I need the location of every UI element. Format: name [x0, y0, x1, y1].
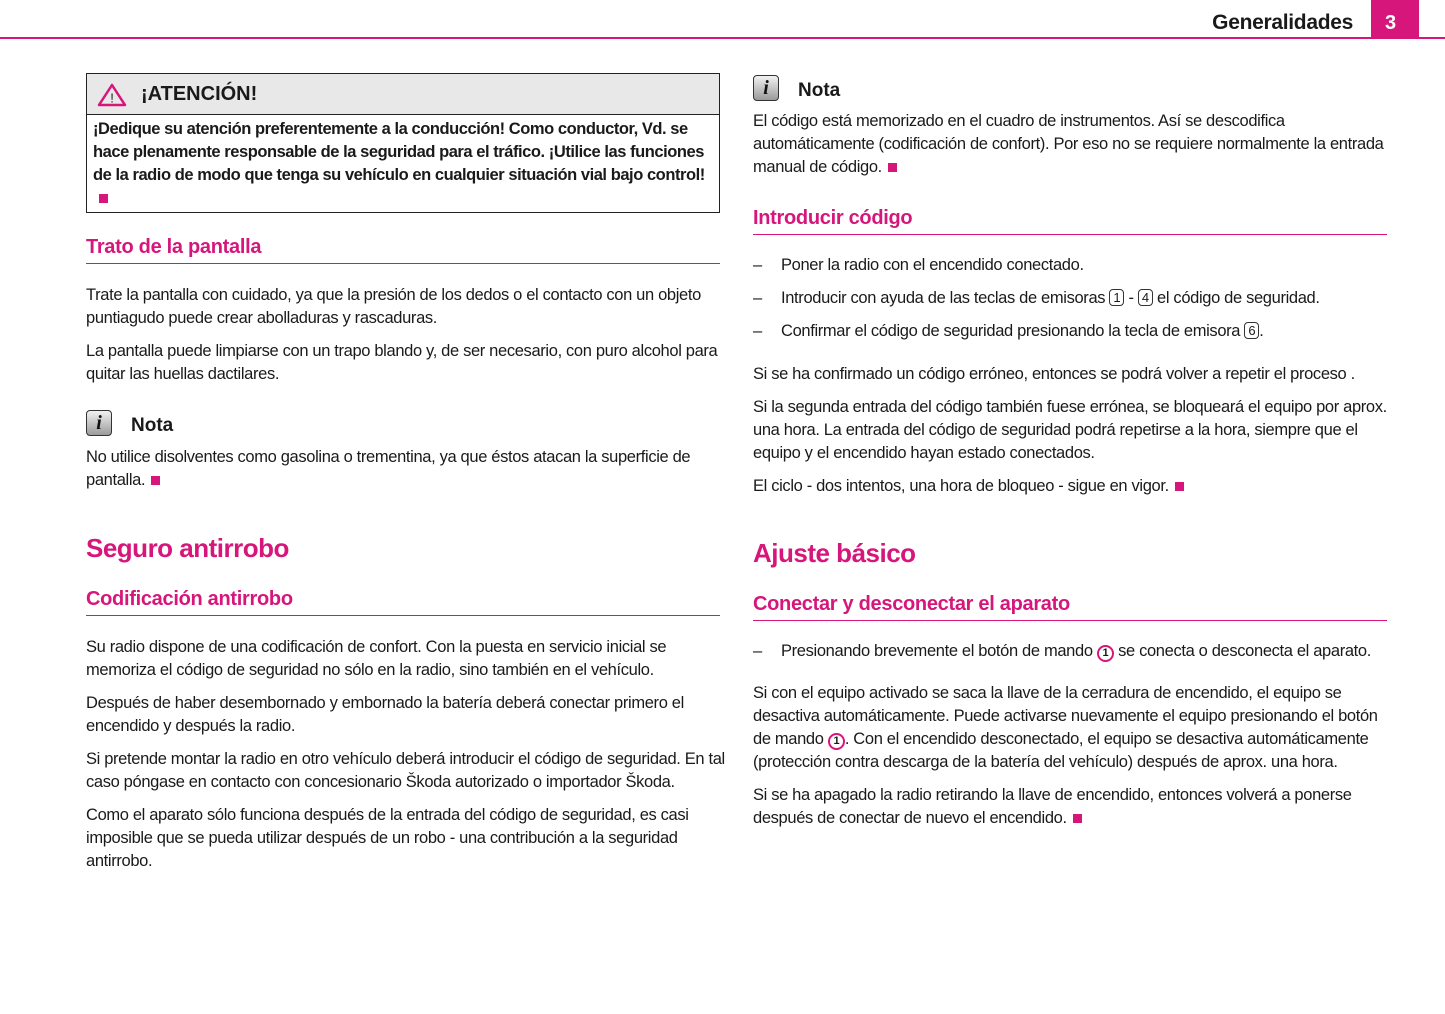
warning-label: ¡ATENCIÓN! — [141, 83, 258, 105]
note-left-text: No utilice disolventes como gasolina o trementina, ya que éstos atacan la superficie de pantalla. — [86, 448, 691, 489]
title-ajuste-basico: Ajuste básico — [753, 538, 916, 568]
header-rule — [0, 37, 1445, 39]
paragraph: Si la segunda entrada del código también fuese errónea, se bloqueará el equipo por aprox. una hora. La entrada del código de seguridad podrá repetirse a la hora, siempre que el equipo y el encendido hayan estado conectados. — [753, 398, 1387, 462]
end-marker-icon — [888, 163, 897, 172]
paragraph: Si pretende montar la radio en otro vehículo deberá introducir el código de seguridad. En tal caso póngase en contacto con concesionario Škoda autorizado o importador Škoda. — [86, 750, 725, 791]
list-item: – Presionando brevemente el botón de mando 1 se conecta o desconecta el aparato. — [753, 642, 1371, 660]
paragraph: Su radio dispone de una codificación de confort. Con la puesta en servicio inicial se memoriza el código de seguridad no sólo en la radio, sino también en el vehículo. — [86, 638, 667, 679]
heading-trato-pantalla: Trato de la pantalla — [86, 236, 720, 264]
info-icon: i — [86, 410, 112, 436]
page-number: 3 — [1371, 0, 1419, 39]
title-seguro-antirrobo: Seguro antirrobo — [86, 533, 289, 563]
preset-key-4: 4 — [1138, 289, 1153, 306]
introducir-steps — [753, 254, 1393, 498]
paragraph: La pantalla puede limpiarse con un trapo blando y, de ser necesario, con puro alcohol para quitar las huellas dactilares. — [86, 342, 718, 383]
end-marker-icon — [99, 194, 108, 203]
heading-conectar-desconectar: Conectar y desconectar el aparato — [753, 593, 1387, 621]
list-item: – Introducir con ayuda de las teclas de emisoras 1 - 4 el código de seguridad. — [753, 289, 1320, 307]
trato-text — [86, 284, 726, 386]
paragraph: Trate la pantalla con cuidado, ya que la presión de los dedos o el contacto con un objeto puntiagudo puede crear abolladuras y rascaduras. — [86, 286, 701, 327]
codificacion-text — [86, 636, 726, 873]
paragraph: Si con el equipo activado se saca la llave de la cerradura de encendido, el equipo se desactiva automáticamente. Puede activarse nuevamente el equipo presionando el botón de mando 1 . Con el encendido desconectado, el equipo se desactiva automáticamente (protección contra descarga de la batería del vehículo) después de aprox. una hora. — [753, 684, 1378, 771]
preset-key-6: 6 — [1244, 322, 1259, 339]
note-right-text: El código está memorizado en el cuadro de instrumentos. Así se descodifica automáticamente (codificación de confort). Por eso no se requiere normalmente la entrada manual de código. — [753, 112, 1384, 176]
section-title: Generalidades — [1212, 11, 1353, 34]
preset-key-1: 1 — [1109, 289, 1124, 306]
ajuste-text — [753, 640, 1393, 830]
note-label: Nota — [131, 415, 174, 436]
paragraph: Si se ha confirmado un código erróneo, entonces se podrá volver a repetir el proceso . — [753, 365, 1355, 383]
warning-box — [86, 73, 720, 213]
paragraph: Si se ha apagado la radio retirando la llave de encendido, entonces volverá a ponerse después de conectar de nuevo el encendido. — [753, 786, 1352, 827]
page-header — [0, 0, 1445, 40]
end-marker-icon — [1175, 482, 1184, 491]
end-marker-icon — [1073, 814, 1082, 823]
info-icon: i — [753, 75, 779, 101]
paragraph: El ciclo - dos intentos, una hora de bloqueo - sigue en vigor. — [753, 475, 1393, 498]
warning-triangle-icon — [97, 83, 127, 107]
note-label: Nota — [798, 80, 841, 101]
list-item: – Poner la radio con el encendido conectado. — [753, 256, 1084, 274]
control-button-1-icon: 1 — [828, 733, 845, 750]
heading-introducir-codigo: Introducir código — [753, 207, 1387, 235]
paragraph: Después de haber desembornado y embornado la batería deberá conectar primero el encendido y después la radio. — [86, 694, 684, 735]
end-marker-icon — [151, 476, 160, 485]
svg-text:!: ! — [110, 90, 114, 106]
control-button-1-icon: 1 — [1097, 645, 1114, 662]
list-item: – Confirmar el código de seguridad presionando la tecla de emisora 6 . — [753, 322, 1264, 340]
warning-text: ¡Dedique su atención preferentemente a la conducción! Como conductor, Vd. se hace plenamente responsable de la seguridad para el tráfico. ¡Utilice las funciones de la radio de modo que tenga su vehículo en cualquier situación vial bajo control! — [87, 115, 719, 212]
paragraph: Como el aparato sólo funciona después de la entrada del código de seguridad, es casi imposible que se pueda utilizar después de un robo - una contribución a la seguridad antirrobo. — [86, 806, 689, 870]
heading-codificacion: Codificación antirrobo — [86, 588, 720, 616]
warning-header — [87, 74, 719, 115]
